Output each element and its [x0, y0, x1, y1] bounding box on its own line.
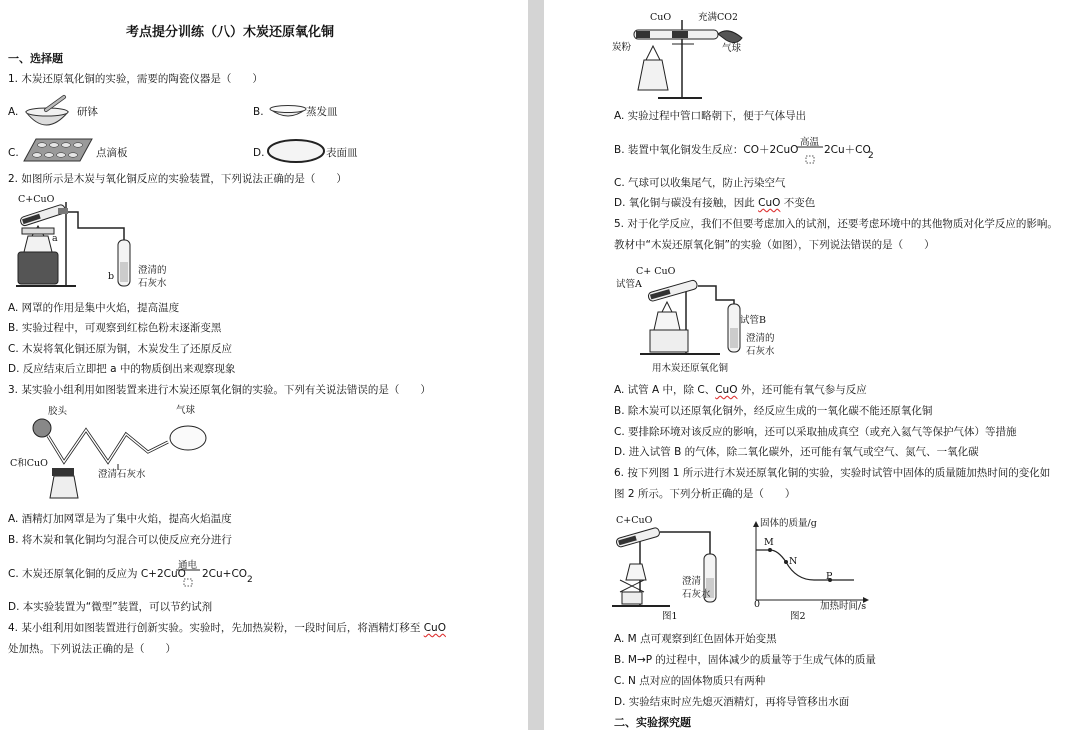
- q4-apparatus-figure: [632, 20, 742, 100]
- q2-option-a: A. 网罩的作用是集中火焰，提高温度: [8, 302, 180, 314]
- q5-option-d: D. 进入试管 B 的气体，除二氧化碳外，还可能有氧气或空气、氮气、一氧化碳: [614, 446, 979, 458]
- mortar-pestle-image: [24, 94, 74, 134]
- q1-option-a-label: 研钵: [77, 106, 98, 118]
- q2-fig-label-lime-2: 石灰水: [138, 278, 167, 289]
- q4-fig-label-carbon: 炭粉: [612, 42, 632, 53]
- q2-option-b: B. 实验过程中，可观察到红棕色粉末逐渐变黑: [8, 322, 222, 334]
- question-5-stem-line-1: 5. 对于化学反应，我们不但要考虑加入的试剂，还要考虑环境中的其他物质对化学反应的影响。: [614, 218, 1058, 230]
- question-1-stem: 1. 木炭还原氧化铜的实验，需要的陶瓷仪器是（ ）: [8, 73, 263, 85]
- question-4-stem-line-1: 4. 某小组利用如图装置进行创新实验。实验时，先加热炭粉，一段时间后，将酒精灯移至 CuO: [8, 622, 446, 634]
- q5-fig-label-tube-a: 试管A: [616, 279, 642, 290]
- q2-fig-label-lime-1: 澄清的: [138, 265, 167, 276]
- q4-cuo-underlined: CuO: [423, 622, 446, 634]
- q1-option-b-label: 蒸发皿: [306, 106, 338, 118]
- q5-option-c: C. 要排除环境对该反应的影响，还可以采取抽成真空（或充入氦气等保护气体）等措施: [614, 426, 1017, 438]
- question-3-stem: 3. 某实验小组利用如图装置来进行木炭还原氧化铜的实验。下列有关说法错误的是（ ）: [8, 384, 431, 396]
- q2-fig-label-c-cuo: C+CuO: [18, 194, 55, 205]
- q1-option-b-prefix: B.: [253, 106, 264, 118]
- q4-option-b-subscript: 2: [868, 151, 874, 161]
- q6-graph-origin: 0: [754, 599, 761, 610]
- q1-option-c-label: 点滴板: [96, 147, 128, 159]
- section-heading-experiment: 二、实验探究题: [614, 716, 691, 729]
- q4-fig-label-co2: 充满CO2: [698, 12, 738, 23]
- q3-fig-label-c-cuo: C和CuO: [10, 458, 48, 469]
- q5-option-a: A. 试管 A 中，除 C、CuO 外，还可能有氧气参与反应: [614, 384, 867, 396]
- q6-figure-1-apparatus: [610, 524, 740, 610]
- q3-fig-label-balloon: 气球: [176, 405, 196, 416]
- q6-graph-label-m: M: [764, 537, 774, 548]
- q6-graph-label-n: N: [789, 556, 798, 567]
- q5-fig-label-lime-2: 石灰水: [746, 346, 775, 357]
- q4-option-b-condition: 高温: [800, 137, 820, 148]
- q3-fig-label-bulb: 胶头: [48, 406, 68, 417]
- q3-micro-apparatus-figure: [28, 412, 228, 504]
- q5-option-a-cuo-underlined: CuO: [715, 384, 738, 396]
- q6-option-a: A. M 点可观察到红色固体开始变黑: [614, 633, 777, 645]
- q6-graph-y-label: 固体的质量/g: [760, 518, 817, 529]
- q5-fig-caption: 用木炭还原氧化铜: [652, 363, 729, 374]
- question-2-stem: 2. 如图所示是木炭与氧化铜反应的实验装置，下列说法正确的是（ ）: [8, 173, 347, 185]
- q2-option-d: D. 反应结束后立即把 a 中的物质倒出来观察现象: [8, 363, 236, 375]
- q2-option-c: C. 木炭将氧化铜还原为铜，木炭发生了还原反应: [8, 343, 233, 355]
- q6-fig2-caption: 图2: [790, 611, 806, 622]
- q1-option-d-prefix: D.: [253, 147, 265, 159]
- q6-option-d: D. 实验结束时应先熄灭酒精灯，再将导管移出水面: [614, 696, 850, 708]
- q3-option-c-condition: 通电: [178, 560, 198, 571]
- q4-option-c: C. 气球可以收集尾气，防止污染空气: [614, 177, 786, 189]
- q6-fig1-label-c-cuo: C+CuO: [616, 515, 653, 526]
- q6-graph-label-p: P: [826, 571, 833, 582]
- page-gap: [528, 0, 544, 730]
- question-4-stem-line-2: 处加热。下列说法正确的是（ ）: [8, 643, 176, 655]
- q2-fig-label-a: a: [52, 233, 58, 244]
- q3-option-c-subscript: 2: [247, 575, 253, 585]
- question-6-stem-line-1: 6. 按下列图 1 所示进行木炭还原氧化铜的实验，实验时试管中固体的质量随加热时间的变化如: [614, 467, 1051, 479]
- question-6-stem-line-2: 图 2 所示。下列分析正确的是（ ）: [614, 488, 796, 500]
- q4-fig-label-balloon: 气球: [722, 43, 742, 54]
- q6-option-b: B. M→P 的过程中，固体减少的质量等于生成气体的质量: [614, 654, 876, 666]
- q1-option-a-prefix: A.: [8, 106, 19, 118]
- section-heading-choice: 一、选择题: [8, 52, 63, 65]
- spot-plate-image: [22, 137, 94, 165]
- q5-fig-label-tube-b: 试管B: [740, 315, 766, 326]
- q4-option-a: A. 实验过程中管口略朝下，便于气体导出: [614, 110, 807, 122]
- q4-reaction-arrow: [797, 147, 825, 165]
- q6-fig1-caption: 图1: [662, 611, 678, 622]
- q6-fig1-label-lime-2: 石灰水: [682, 589, 711, 600]
- q3-option-b: B. 将木炭和氧化铜均匀混合可以使反应充分进行: [8, 534, 232, 546]
- q6-option-c: C. N 点对应的固体物质只有两种: [614, 675, 766, 687]
- document-page-left: [0, 0, 528, 730]
- evaporating-dish-image: [268, 103, 308, 123]
- q3-reaction-arrow: [176, 570, 202, 588]
- q5-option-b: B. 除木炭可以还原氧化铜外，经反应生成的一氧化碳不能还原氧化铜: [614, 405, 933, 417]
- q6-graph-mass-curve: [756, 550, 854, 580]
- q4-option-b-suffix: 2Cu＋CO: [824, 144, 871, 156]
- q4-fig-label-cuo: CuO: [650, 12, 672, 23]
- document-page-right: [544, 0, 1080, 730]
- page-title: 考点提分训练（八）木炭还原氧化铜: [126, 25, 335, 40]
- q4-option-d-cuo-underlined: CuO: [758, 197, 781, 209]
- q4-option-d: D. 氧化铜与碳没有接触，因此 CuO 不变色: [614, 197, 816, 209]
- q6-figure-2-graph: [748, 522, 868, 606]
- q5-fig-label-lime-1: 澄清的: [746, 333, 775, 344]
- q3-option-c-prefix: C. 木炭还原氧化铜的反应为 C+2CuO: [8, 568, 186, 580]
- q3-option-d: D. 本实验装置为“微型”装置，可以节约试剂: [8, 601, 213, 613]
- q2-apparatus-figure: [14, 200, 144, 295]
- q6-graph-point-n: [784, 560, 788, 564]
- q3-fig-label-lime: 澄清石灰水: [98, 469, 146, 480]
- q1-option-d-label: 表面皿: [326, 147, 358, 159]
- q1-option-c-prefix: C.: [8, 147, 19, 159]
- q6-fig1-label-lime-1: 澄清: [682, 576, 702, 587]
- question-5-stem-line-2: 教材中“木炭还原氧化铜”的实验（如图），下列说法错误的是（ ）: [614, 239, 935, 251]
- q3-option-a: A. 酒精灯加网罩是为了集中火焰，提高火焰温度: [8, 513, 232, 525]
- q6-graph-x-label: 加热时间/s: [820, 601, 867, 612]
- q4-option-b-prefix: B. 装置中氧化铜发生反应：CO＋2CuO: [614, 144, 799, 156]
- q5-fig-label-c-cuo: C+ CuO: [636, 266, 676, 277]
- q2-fig-label-b: b: [108, 271, 115, 282]
- q3-option-c-suffix: 2Cu+CO: [202, 568, 248, 580]
- watch-glass-image: [266, 138, 326, 164]
